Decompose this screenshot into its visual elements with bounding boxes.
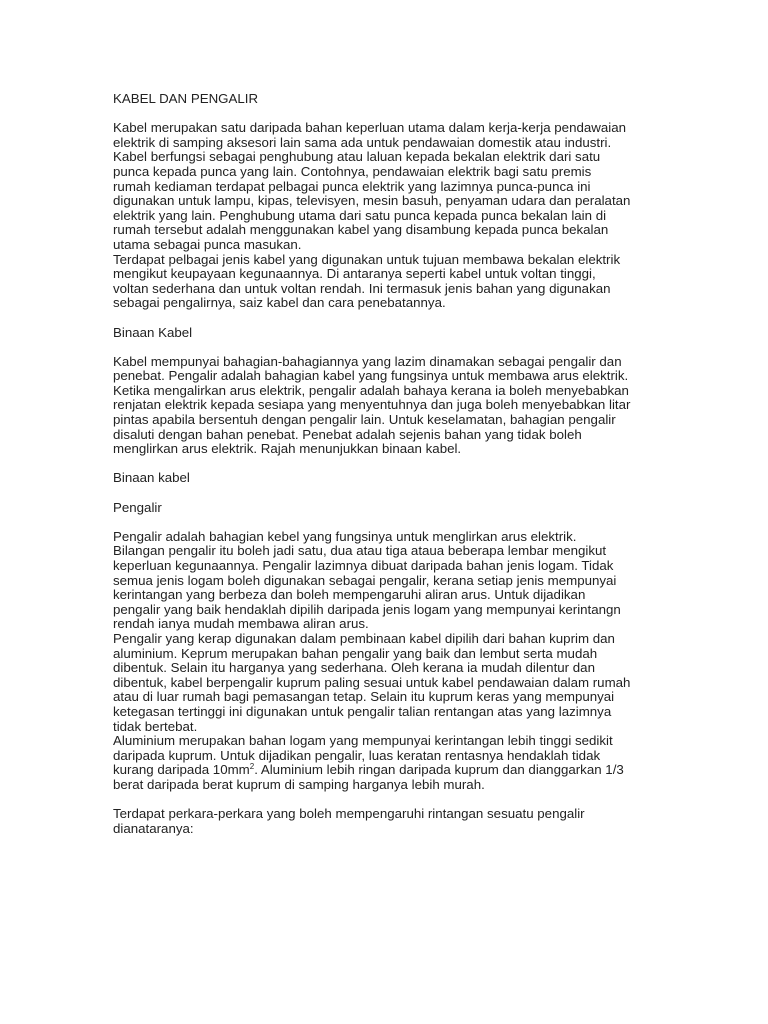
- document-body: [113, 92, 673, 836]
- paragraph-line: Kabel merupakan satu daripada bahan keperluan utama dalam kerja-kerja pendawaian: [113, 120, 627, 136]
- paragraph-line: sebagai pengalirnya, saiz kabel dan cara penebatannya.: [113, 295, 446, 311]
- paragraph-line: kerintangan yang berbeza dan boleh mempengaruhi aliran arus. Untuk dijadikan: [113, 587, 586, 603]
- paragraph-line: tidak bertebat.: [113, 718, 198, 734]
- paragraph-line: Bilangan pengalir itu boleh jadi satu, dua atau tiga ataua beberapa lembar mengikut: [113, 543, 607, 559]
- paragraph-line: [113, 763, 673, 778]
- paragraph-line: rumah kediaman terdapat pelbagai punca elektrik yang lazimnya punca-punca ini: [113, 178, 591, 194]
- text-run: kurang daripada 10mm: [113, 762, 250, 778]
- paragraph-line: Kabel berfungsi sebagai penghubung atau laluan kepada bekalan elektrik dari satu: [113, 149, 601, 165]
- paragraph-line: utama sebagai punca masukan.: [113, 236, 302, 252]
- text-run: . Aluminium lebih ringan daripada kuprum dan dianggarkan 1/3: [254, 762, 624, 778]
- paragraph-spacer: [113, 340, 673, 355]
- paragraph-line: dianataranya:: [113, 820, 194, 836]
- paragraph-line: menglirkan arus elektrik. Rajah menunjukkan binaan kabel.: [113, 441, 462, 457]
- paragraph-line: dibentuk. Selain itu harganya yang sederhana. Oleh kerana ia mudah dilentur dan: [113, 660, 595, 676]
- paragraph-line: voltan sederhana dan untuk voltan rendah. Ini termasuk jenis bahan yang digunakan: [113, 280, 611, 296]
- paragraph-line: aluminium. Keprum merupakan bahan pengalir yang baik dan lembut serta mudah: [113, 645, 598, 661]
- paragraph-spacer: [113, 793, 673, 808]
- paragraph-line: Aluminium merupakan bahan logam yang mempunyai kerintangan lebih tinggi sedikit: [113, 733, 613, 749]
- section-heading-text: Binaan Kabel: [113, 324, 193, 340]
- paragraph-line: renjatan elektrik kepada sesiapa yang menyentuhnya dan juga boleh menyebabkan litar: [113, 397, 631, 413]
- paragraph-line: semua jenis logam boleh digunakan sebagai pengalir, kerana setiap jenis mempunyai: [113, 572, 617, 588]
- superscript: 2: [249, 762, 255, 772]
- paragraph-line: rumah tersebut adalah menggunakan kabel yang disambung kepada punca bekalan: [113, 222, 609, 238]
- paragraph: [113, 355, 673, 457]
- paragraph-spacer: [113, 457, 673, 472]
- paragraph-spacer: [113, 515, 673, 530]
- section-heading: [113, 326, 673, 341]
- paragraph-line: Kabel mempunyai bahagian-bahagiannya yang lazim dinamakan sebagai pengalir dan: [113, 353, 622, 369]
- section-heading-text: Binaan kabel: [113, 470, 190, 486]
- paragraph-line: daripada kuprum. Untuk dijadikan pengalir, luas keratan rentasnya hendaklah tidak: [113, 747, 601, 763]
- section-heading-text: Pengalir: [113, 499, 162, 515]
- paragraph-line: pengalir yang baik hendaklah dipilih daripada jenis logam yang mempunyai kerintangn: [113, 601, 621, 617]
- paragraph-line: penebat. Pengalir adalah bahagian kabel yang fungsinya untuk membawa arus elektrik.: [113, 368, 629, 384]
- paragraph-line: elektrik yang lain. Penghubung utama dari satu punca kepada punca bekalan lain di: [113, 207, 607, 223]
- paragraph: [113, 807, 673, 836]
- paragraph-line: Ketika mengalirkan arus elektrik, pengalir adalah bahaya kerana ia boleh menyebabkan: [113, 382, 629, 398]
- document-title: KABEL DAN PENGALIR: [113, 91, 259, 106]
- paragraph-line: Terdapat pelbagai jenis kabel yang digunakan untuk tujuan membawa bekalan elektrik: [113, 251, 621, 267]
- document-sections: [113, 121, 673, 836]
- paragraph-line: keperluan kegunaannya. Pengalir lazimnya dibuat daripada bahan jenis logam. Tidak: [113, 558, 614, 573]
- paragraph: [113, 121, 673, 311]
- paragraph-line: elektrik di samping aksesori lain sama ada untuk pendawaian domestik atau industri.: [113, 134, 612, 150]
- paragraph-line: berat daripada berat kuprum di samping harganya lebih murah.: [113, 776, 485, 792]
- paragraph: [113, 530, 673, 793]
- paragraph-spacer: [113, 486, 673, 501]
- section-heading: [113, 501, 673, 516]
- paragraph-line: digunakan untuk lampu, kipas, televisyen, mesin basuh, penyaman udara dan peralatan: [113, 193, 631, 209]
- paragraph-line: rendah ianya mudah membawa aliran arus.: [113, 616, 369, 632]
- paragraph-line: punca kepada punca yang lain. Contohnya, pendawaian elektrik bagi satu premis: [113, 163, 592, 179]
- paragraph-line: Pengalir yang kerap digunakan dalam pembinaan kabel dipilih dari bahan kuprim dan: [113, 630, 615, 646]
- paragraph-line: pintas apabila bersentuh dengan pengalir lain. Untuk keselamatan, bahagian pengalir: [113, 412, 616, 428]
- paragraph-spacer: [113, 107, 673, 122]
- paragraph-line: mengikut keupayaan kegunaannya. Di antaranya seperti kabel untuk voltan tinggi,: [113, 266, 596, 282]
- paragraph-spacer: [113, 311, 673, 326]
- paragraph-line: dibentuk, kabel berpengalir kuprum paling sesuai untuk kabel pendawaian dalam rumah: [113, 674, 631, 690]
- section-heading: [113, 471, 673, 486]
- paragraph-line: disaluti dengan bahan penebat. Penebat adalah sejenis bahan yang tidak boleh: [113, 426, 582, 442]
- paragraph-line: Pengalir adalah bahagian kebel yang fungsinya untuk menglirkan arus elektrik.: [113, 528, 577, 544]
- paragraph-line: ketegasan tertinggi ini digunakan untuk pengalir talian rentangan atas yang lazimnya: [113, 703, 612, 719]
- paragraph-line: atau di luar rumah bagi pemasangan tetap. Selain itu kuprum keras yang mempunyai: [113, 689, 615, 705]
- paragraph-line: Terdapat perkara-perkara yang boleh mempengaruhi rintangan sesuatu pengalir: [113, 806, 585, 822]
